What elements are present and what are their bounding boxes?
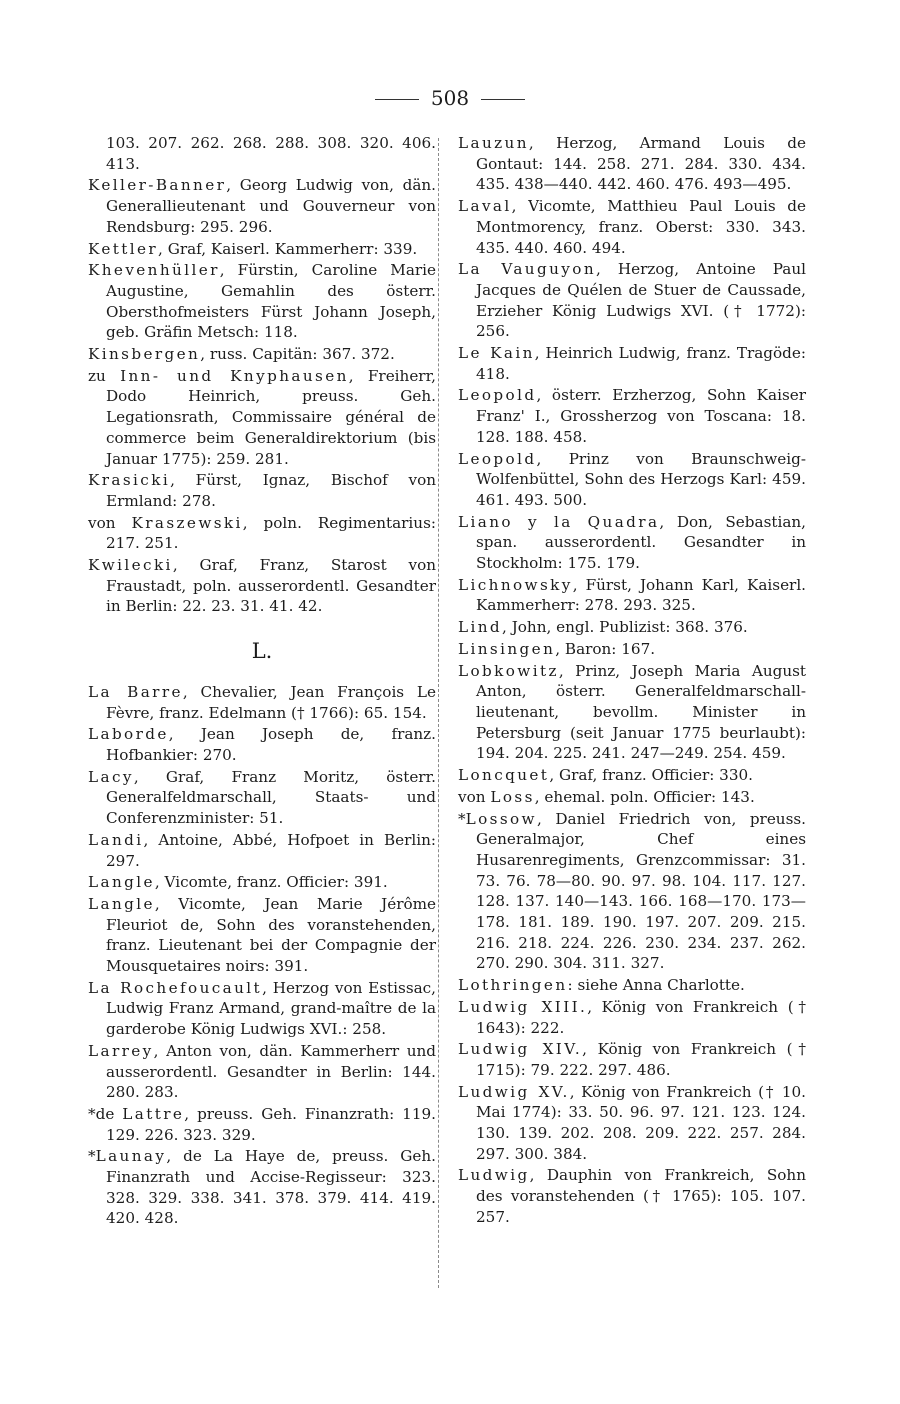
index-entry [458,1082,806,1165]
index-entry [458,809,806,975]
entries-before-section [88,175,436,617]
entry-headword: Kraszewski [131,513,243,532]
continuation-entry: 103. 207. 262. 268. 288. 308. 320. 406. 413. [106,134,436,173]
entry-headword: Krasicki [88,471,171,490]
index-entry [458,385,806,447]
entry-text: , Georg Ludwig von, dän. Generallieutenant und Gouverneur von Rendsburg: 295. 296. [106,176,436,236]
index-entry [88,978,436,1040]
entry-headword: Lauzun [458,134,529,152]
entry-text: , Antoine, Abbé, Hofpoet in Berlin: 297. [106,830,436,870]
entry-headword: Kinsbergen [88,345,201,364]
left-column [88,133,436,1230]
entry-text: , Dauphin von Frankreich, Sohn des voranstehenden († 1765): 105. 107. 257. [476,1166,806,1226]
entry-prefix: zu [88,366,121,385]
entries-after-section [88,682,436,1229]
index-entry [88,830,436,871]
entry-headword: La Barre [88,682,183,701]
entry-text: , Jean Joseph de, franz. Hofbankier: 270. [106,725,436,764]
index-entry [458,765,806,786]
right-column-entries [458,133,806,1228]
entry-headword: Leopold [458,386,537,405]
entry-headword: Lacy [88,767,134,786]
index-entry [458,639,806,660]
right-column [458,133,806,1229]
column-divider [438,138,439,1288]
entry-headword: Langle [88,873,155,892]
entry-text: , Prinz von Braunschweig-Wolfenbüttel, Sohn des Herzogs Karl: 459. 461. 493. 500. [476,449,806,509]
page-header [0,86,900,110]
entry-text: , Prinz, Joseph Maria August Anton, österr. Generalfeldmarschall-lieutenant, bevollm. Minister in Petersburg (seit Januar 1775 beurlaubt): 194. 204. 225. 241. 247—249. 254. 459. [476,661,806,763]
entry-text: , Anton von, dän. Kammerherr und ausserordentl. Gesandter in Berlin: 144. 280. 283. [106,1041,436,1102]
entry-text: , poln. Regimentarius: 217. 251. [106,513,436,553]
index-entry [458,1039,806,1080]
header-rule-left [375,99,419,100]
index-entry [88,470,436,511]
index-entry [458,196,806,258]
entry-headword: Ludwig XIII. [458,997,588,1016]
entry-headword: Loncquet [458,766,550,785]
entry-text: , Vicomte, franz. Officier: 391. [154,873,388,892]
index-entry [458,575,806,616]
entry-text: , Herzog, Armand Louis de Gontaut: 144. 258. 271. 284. 330. 434. 435. 438—440. 442. 460. 476. 493—495. [476,134,806,194]
entry-headword: Linsingen [458,639,556,658]
entry-headword: Ludwig XIV. [458,1040,583,1059]
entry-text: , Chevalier, Jean François Le Fèvre, franz. Edelmann († 1766): 65. 154. [106,682,436,722]
index-entry [88,555,436,617]
index-entry [88,239,436,260]
entry-prefix: von [88,513,132,532]
entry-headword: Ludwig [458,1166,530,1185]
index-entry [458,787,806,808]
index-entry [88,260,436,343]
index-entry [88,724,436,765]
entry-headword: Inn- und Knyphausen [120,366,349,385]
header-rule-right [481,99,525,100]
index-entry [458,617,806,638]
entry-headword: Laval [458,197,512,216]
entry-prefix: *de [88,1104,123,1123]
entry-prefix: * [88,1147,96,1166]
index-entry [88,344,436,365]
page-number: 508 [430,86,470,110]
entry-text: , Fürst, Ignaz, Bischof von Ermland: 278. [106,471,436,510]
entry-text: , Vicomte, Matthieu Paul Louis de Montmorency, franz. Oberst: 330. 343. 435. 440. 460. 494. [476,197,806,257]
entry-headword: Le Kain [458,344,535,363]
entry-headword: Lind [458,618,503,637]
entry-headword: Leopold [458,449,537,468]
entry-headword: Larrey [88,1041,154,1060]
index-entry [458,997,806,1038]
index-entry [88,175,436,237]
entry-text: : siehe Anna Charlotte. [567,976,745,995]
section-letter: L. [251,639,273,664]
entry-text: , Baron: 167. [555,639,656,658]
index-entry [458,512,806,574]
index-entry [88,1146,436,1229]
entry-headword: Laborde [88,725,169,744]
index-entry [458,975,806,996]
entry-headword: Landi [88,830,144,849]
entry-headword: Lichnowsky [458,575,573,594]
entry-text: , König von Frankreich († 1715): 79. 222. 297. 486. [476,1040,806,1079]
index-entry [88,1041,436,1103]
entry-headword: Ludwig XV. [458,1082,570,1101]
index-entry [458,449,806,511]
entry-prefix: * [458,809,466,828]
entry-text: , preuss. Geh. Finanzrath: 119. 129. 226. 323. 329. [106,1104,436,1144]
entry-text: , König von Frankreich († 1643): 222. [476,997,807,1037]
entry-text: , König von Frankreich († 10. Mai 1774): 33. 50. 96. 97. 121. 123. 124. 130. 139. 202. 208. 209. 222. 257. 284. 297. 300. 384. [476,1082,806,1163]
entry-headword: Kettler [88,239,159,258]
index-entry [88,1104,436,1145]
entry-headword: Loss [490,787,535,806]
entry-headword: Lothringen [458,976,568,995]
entry-headword: La Vauguyon [458,260,596,279]
entry-text: , Don, Sebastian, span. ausserordentl. Gesandter in Stockholm: 175. 179. [476,512,806,573]
entry-text: , Fürstin, Caroline Marie Augustine, Gemahlin des österr. Obersthofmeisters Fürst Johann Joseph, geb. Gräfin Metsch: 118. [106,261,436,342]
entry-headword: Keller-Banner [88,176,227,195]
entry-headword: Kwilecki [88,556,173,575]
entry-text: , russ. Capitän: 367. 372. [200,345,395,364]
index-entry [88,767,436,829]
entry-text: , Freiherr, Dodo Heinrich, preuss. Geh. Legationsrath, Commissaire général de commerce beim Generaldirektorium (bis Januar 1775): 259. 281. [106,366,436,468]
entry-headword: Lossow [465,809,537,828]
index-entry [458,133,806,195]
index-entry [458,343,806,384]
index-entry [458,1165,806,1227]
entry-text: , de La Haye de, preuss. Geh. Finanzrath und Accise-Regisseur: 323. 328. 329. 338. 341. 378. 379. 414. 419. 420. 428. [106,1147,436,1228]
entry-headword: La Rochefoucault [88,978,263,997]
index-entry [88,894,436,977]
entry-headword: Khevenhüller [88,261,220,280]
entry-text: , Graf, franz. Officier: 330. [549,766,753,785]
entry-text: , Herzog von Estissac, Ludwig Franz Armand, grand-maître de la garderobe König Ludwigs XVI.: 258. [106,978,436,1039]
entry-text: , Graf, Kaiserl. Kammerherr: 339. [158,239,418,258]
index-entry [88,513,436,554]
entry-headword: Lattre [122,1104,185,1123]
entry-text: , Vicomte, Jean Marie Jérôme Fleuriot de, Sohn des voranstehenden, franz. Lieutenant bei der Compagnie der Mousquetaires noirs: 391. [106,894,436,976]
index-entry [88,872,436,893]
entry-text: , Herzog, Antoine Paul Jacques de Quélen de Stuer de Caussade, Erzieher König Ludwigs XVI. († 1772): 256. [476,260,806,341]
entry-prefix: von [458,787,491,806]
entry-headword: Langle [88,894,155,913]
entry-text: , Daniel Friedrich von, preuss. Generalmajor, Chef eines Husarenregiments, Grenzcommissar: 31. 73. 76. 78—80. 90. 97. 98. 104. 117. 127. 128. 137. 140—143. 166. 168—170. 173—178. 181. 189. 190. 197. 207. 209. 215. 216. 218. 224. 226. 230. 234. 237. 262. 270. 290. 304. 311. 327. [476,809,806,973]
entry-headword: Launay [95,1147,167,1166]
entry-text: , Heinrich Ludwig, franz. Tragöde: 418. [476,344,806,383]
index-entry [88,366,436,470]
entry-text: , John, engl. Publizist: 368. 376. [502,618,748,637]
entry-headword: Liano y la Quadra [458,512,660,531]
entry-text: , österr. Erzherzog, Sohn Kaiser Franz' I., Grossherzog von Toscana: 18. 128. 188. 458. [476,386,806,446]
entry-text: , Fürst, Johann Karl, Kaiserl. Kammerherr: 278. 293. 325. [476,575,806,615]
entry-text: , Graf, Franz Moritz, österr. Generalfeldmarschall, Staats- und Conferenzminister: 51. [106,767,436,828]
entry-text: , ehemal. poln. Officier: 143. [534,787,755,806]
index-entry [458,259,806,342]
index-entry [458,661,806,765]
entry-text: , Graf, Franz, Starost von Fraustadt, poln. ausserordentl. Gesandter in Berlin: 22. 23. 31. 41. 42. [106,556,436,616]
entry-headword: Lobkowitz [458,661,559,680]
index-entry [88,682,436,723]
